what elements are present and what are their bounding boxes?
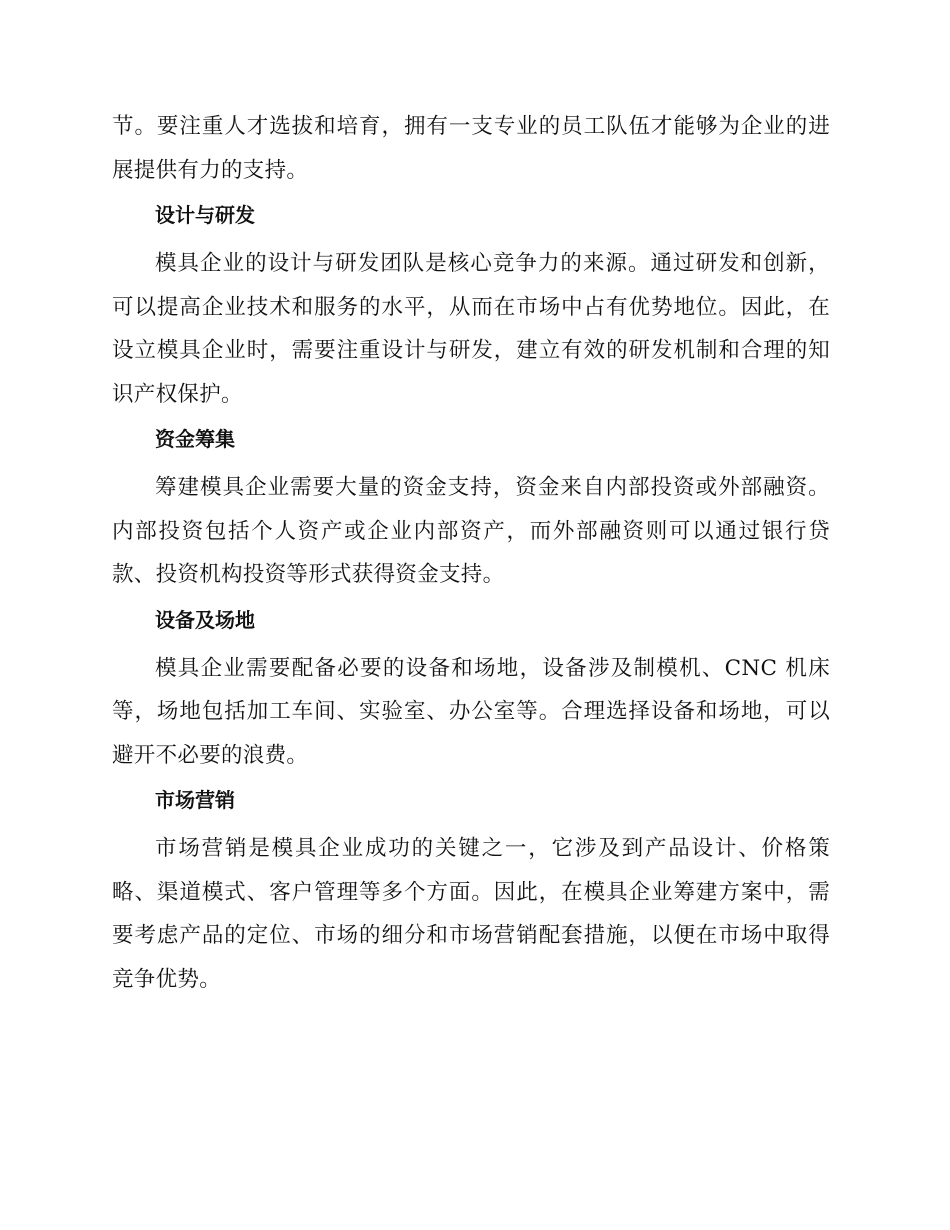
document-page	[112, 105, 830, 1001]
section-body-equipment-site: 模具企业需要配备必要的设备和场地，设备涉及制模机、CNC 机床等，场地包括加工车间、实验室、办公室等。合理选择设备和场地，可以避开不必要的浪费。	[112, 655, 830, 768]
section-heading-marketing: 市场营销	[155, 788, 235, 812]
section-heading-equipment-site: 设备及场地	[155, 607, 255, 632]
intro-paragraph: 节。要注重人才选拔和培育，拥有一支专业的员工队伍才能够为企业的进展提供有力的支持。	[112, 114, 830, 183]
section-heading-design-rd: 设计与研发	[155, 203, 255, 227]
section-body-marketing: 市场营销是模具企业成功的关键之一，它涉及到产品设计、价格策略、渠道模式、客户管理等多个方面。因此，在模具企业筹建方案中，需要考虑产品的定位、市场的细分和市场营销配套措施，以便在市场中取得竞争优势。	[112, 836, 830, 992]
section-body-funding: 筹建模具企业需要大量的资金支持，资金来自内部投资或外部融资。内部投资包括个人资产或企业内部资产，而外部融资则可以通过银行贷款、投资机构投资等形式获得资金支持。	[112, 475, 830, 587]
section-heading-funding: 资金筹集	[155, 427, 235, 451]
section-body-design-rd: 模具企业的设计与研发团队是核心竞争力的来源。通过研发和创新，可以提高企业技术和服务的水平，从而在市场中占有优势地位。因此，在设立模具企业时，需要注重设计与研发，建立有效的研发机制和合理的知识产权保护。	[112, 251, 830, 407]
